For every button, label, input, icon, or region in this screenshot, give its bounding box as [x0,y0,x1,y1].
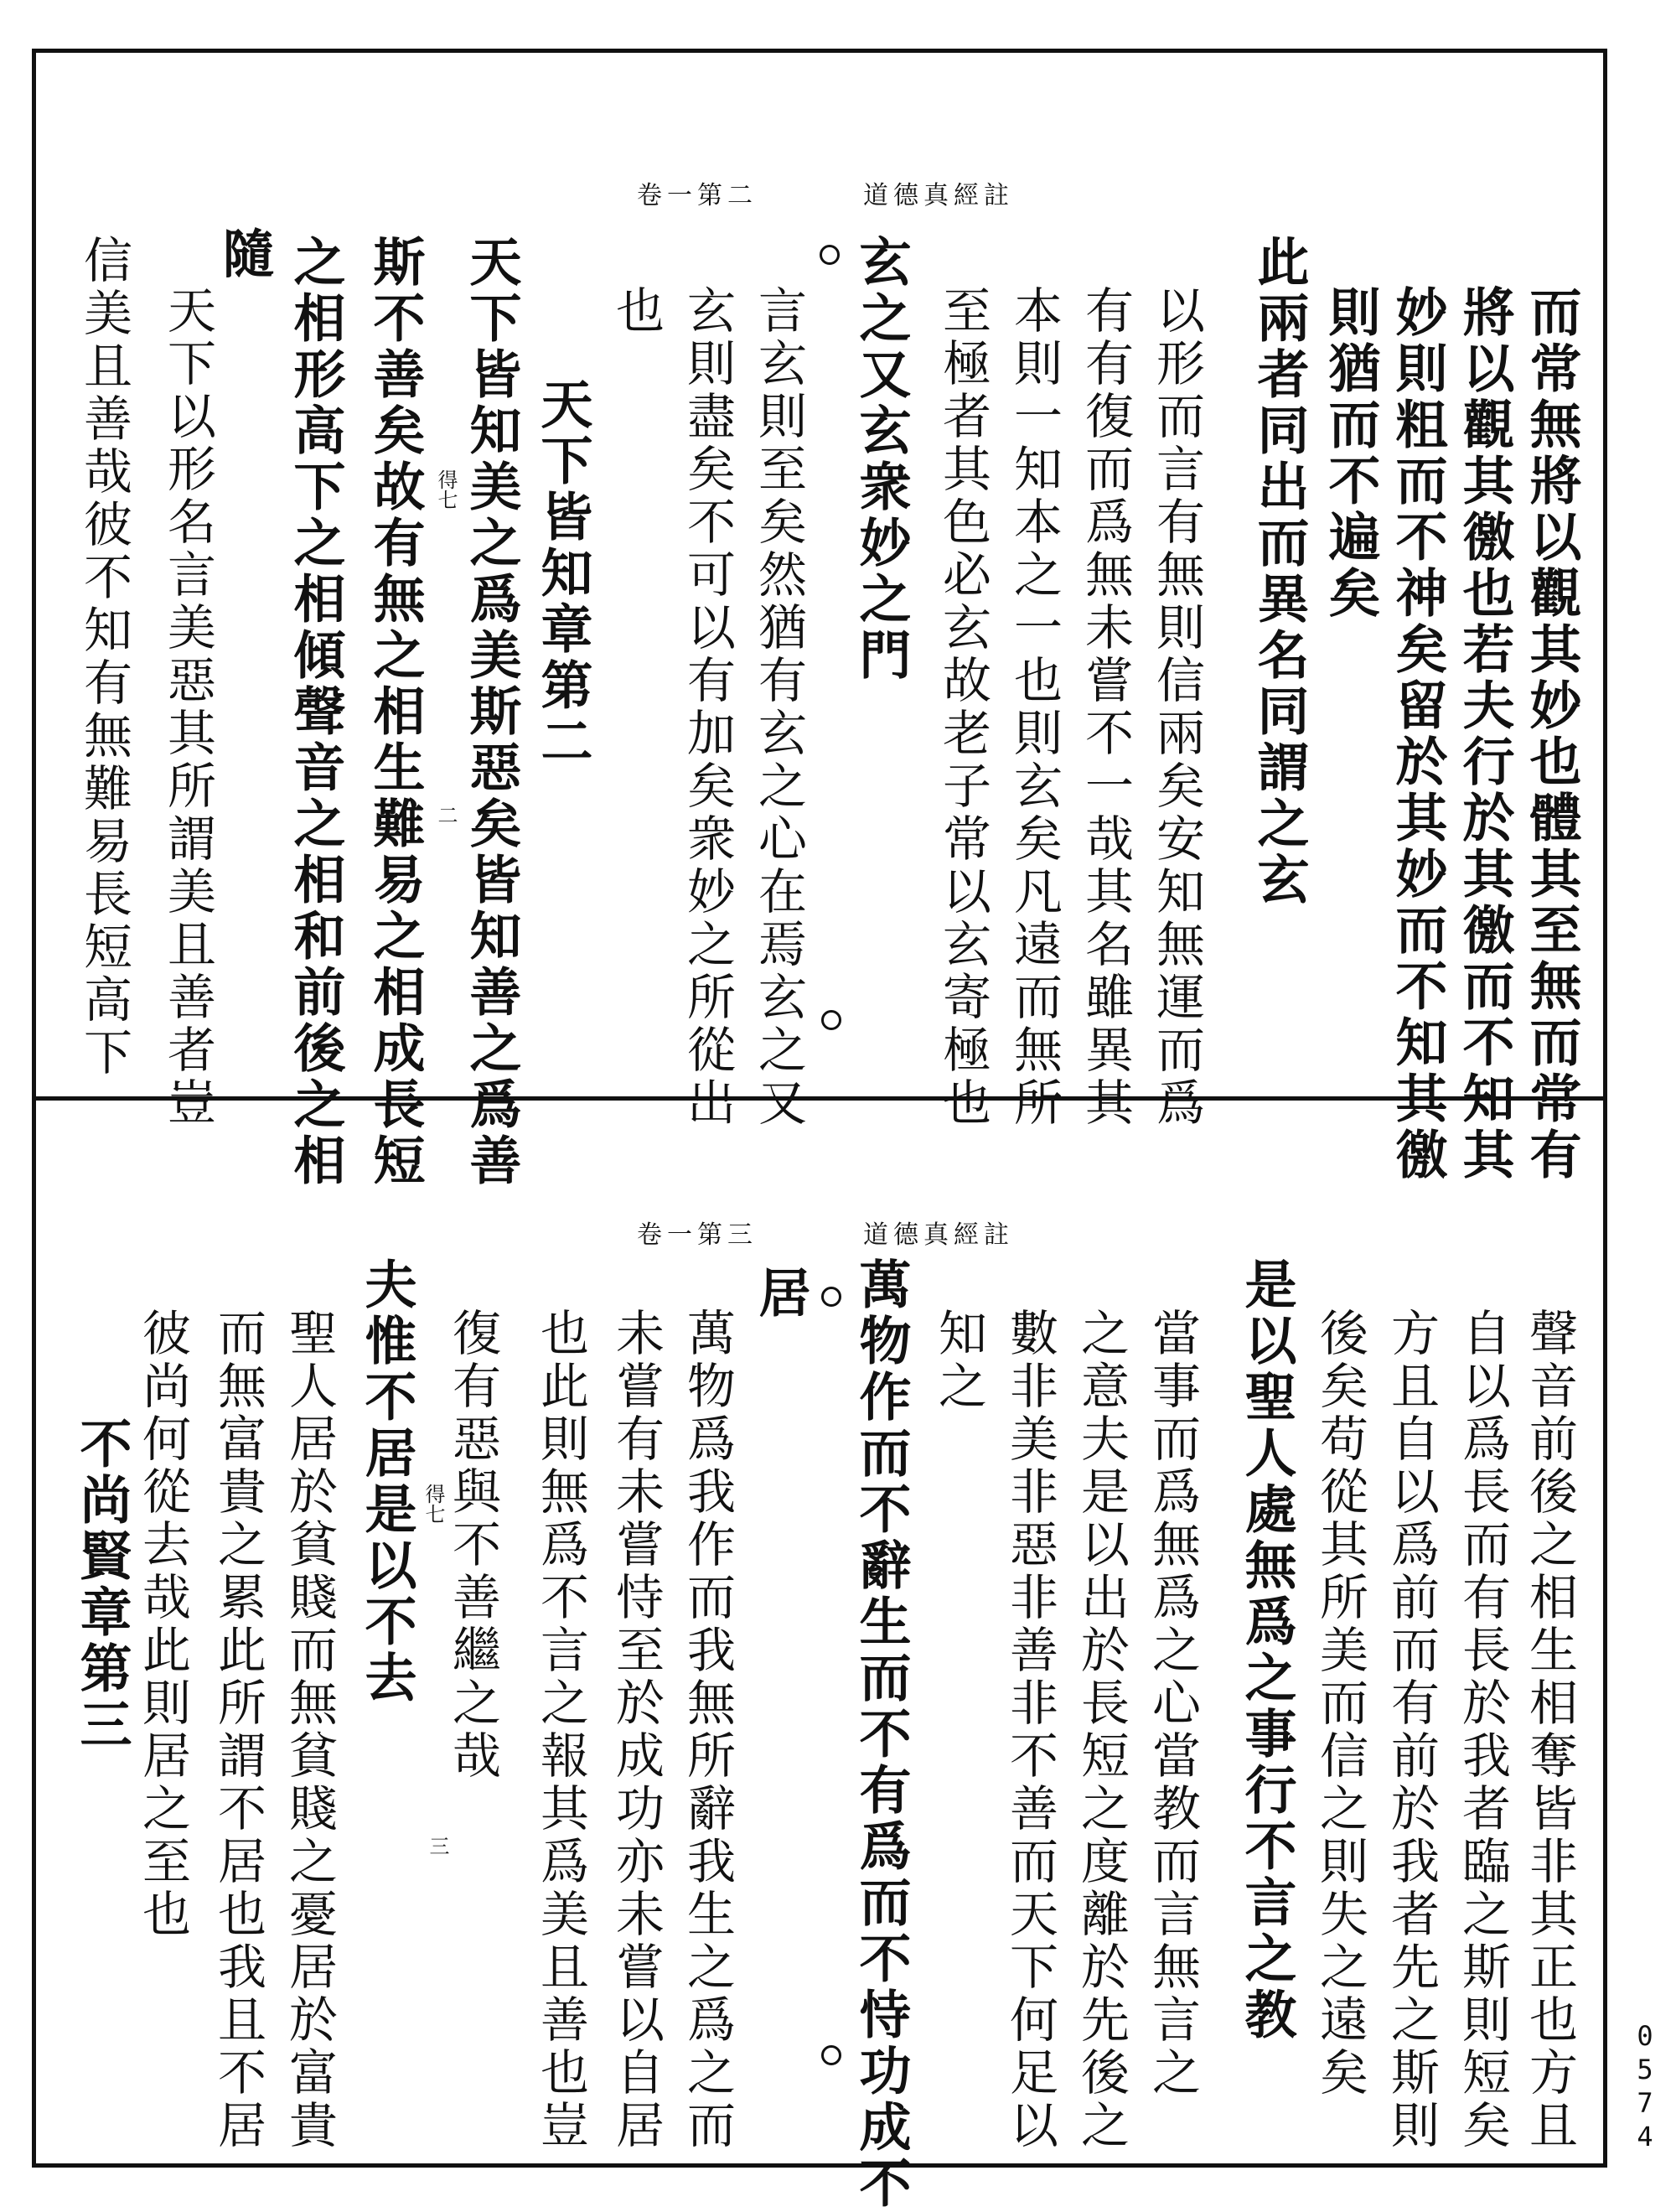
top-column: 則猶而不遍矣 [1320,285,1381,622]
bottom-column: 自以爲長而有長於我者臨之斯則短矣 [1454,1308,1511,2152]
top-column: 天下以形名言美惡其所謂美且善者豈 [159,285,216,1130]
top-column: 玄則盡矣不可以有加矣衆妙之所從出 [679,285,736,1130]
top-column: 天下皆知美之爲美斯惡矣皆知善之爲善 [461,235,522,1189]
bottom-column: 夫惟不居是以不去 [356,1257,417,1707]
bottom-header-juan: 卷一第三 [637,1220,758,1250]
bottom-column: 而無富貴之累此所謂不居也我且不居 [210,1308,266,2152]
circle-marker [821,1287,841,1307]
top-header-juan: 卷一第二 [637,181,758,210]
top-column: 本則一知本之一也則玄矣凡遠而無所 [1006,285,1063,1130]
top-column: 而常無將以觀其妙也體其至無而常有 [1521,285,1582,1184]
circle-marker [821,2045,841,2065]
bottom-column: 萬物作而不辭生而不有爲而不恃功成不 [851,1257,912,2212]
bottom-column: 萬物爲我作而我無所辭我生之爲之而 [679,1308,736,2152]
top-column: 此兩者同出而異名同謂之玄 [1249,235,1310,909]
bottom-column: 聖人居於貧賤而無貧賤之憂居於富貴 [281,1308,338,2152]
bottom-mark: 三 [426,1836,449,1856]
bottom-column: 之意夫是以出於長短之度離於先後之 [1073,1308,1130,2152]
bottom-column: 是以聖人處無爲之事行不言之教 [1236,1257,1297,2044]
bottom-column: 數非美非惡非善非不善而天下何足以 [1001,1308,1058,2152]
top-column: 信美且善哉彼不知有無難易長短高下 [75,235,132,1080]
circle-marker [821,1010,841,1030]
top-column: 妙則粗而不神矣留於其妙而不知其徼 [1387,285,1448,1184]
bottom-column: 居 [750,1266,811,1322]
top-column: 之相形高下之相傾聲音之相和前後之相 [285,235,346,1189]
page-divider [32,1096,1607,1101]
page-number: 0574 [1629,2020,1661,2154]
bottom-column: 聲音前後之相生相奪皆非其正也方且 [1521,1308,1578,2152]
top-column: 也 [608,285,665,338]
bottom-column: 知之 [930,1308,987,1413]
bottom-column: 復有惡與不善繼之哉 [444,1308,501,1783]
top-column: 隨 [214,226,275,282]
top-column: 以形而言有無則信兩矣安知無運而爲 [1148,285,1205,1130]
bottom-mark: 得七 [422,1484,445,1524]
bottom-column: 後矣苟從其所美而信之則失之遠矣 [1311,1308,1368,2100]
top-chapter-title: 天下皆知章第二 [532,377,593,770]
top-column: 言玄則至矣然猶有玄之心在焉玄之又 [750,285,807,1130]
top-column: 將以觀其徼也若夫行於其徼而不知其 [1454,285,1515,1184]
bottom-column: 也此則無爲不言之報其爲美且善也豈 [532,1308,589,2152]
bottom-column: 當事而爲無爲之心當教而言無言之 [1144,1308,1201,2100]
top-mark: 得七 [434,469,458,510]
bottom-column: 方且自以爲前而有前於我者先之斯則 [1383,1308,1440,2152]
bottom-header-title: 道德真經註 [863,1220,1014,1250]
top-column: 玄之又玄衆妙之門 [851,235,912,684]
top-header-title: 道德真經註 [863,181,1014,210]
bottom-column: 未嘗有未嘗恃至於成功亦未嘗以自居 [608,1308,665,2152]
circle-marker [820,245,840,265]
top-column: 有有復而爲無未嘗不一哉其名雖異其 [1077,285,1134,1130]
top-mark: 二 [434,805,458,825]
top-column: 斯不善矣故有無之相生難易之相成長短 [365,235,426,1189]
bottom-chapter-title: 不尚賢章第三 [71,1417,132,1754]
bottom-column: 彼尚何從去哉此則居之至也 [134,1308,191,1941]
top-column: 至極者其色必玄故老子常以玄寄極也 [934,285,991,1130]
